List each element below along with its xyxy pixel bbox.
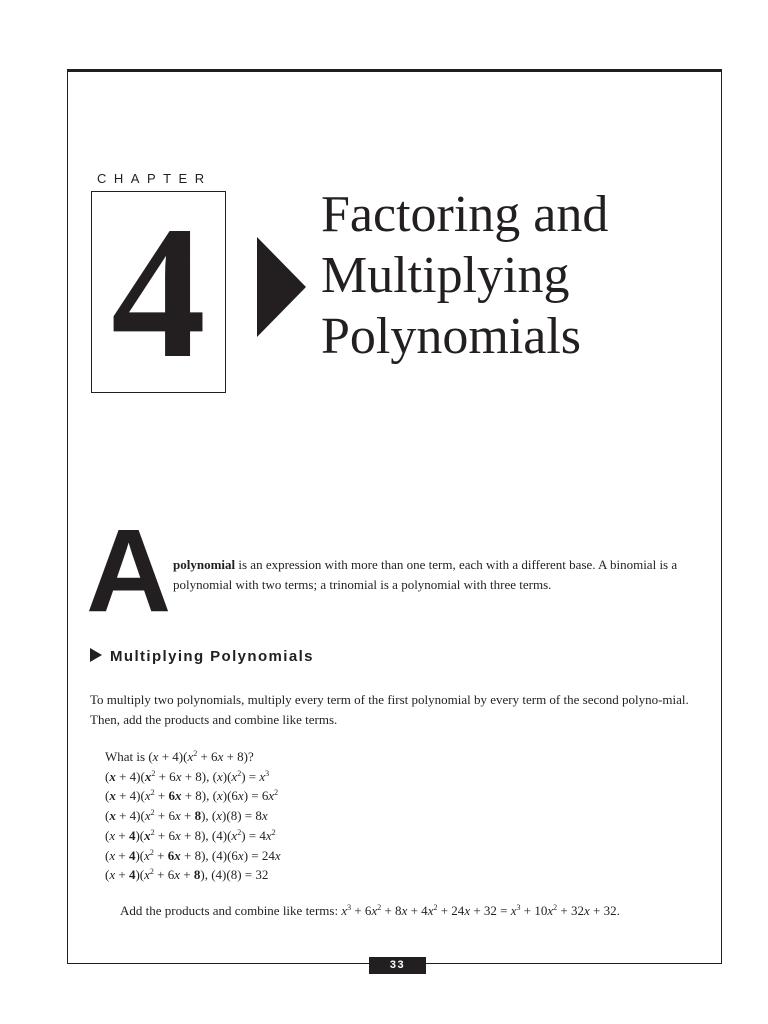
worked-example: [105, 747, 281, 885]
example-conclusion: Add the products and combine like terms: $x^3 + 6x^2 + 8x + 4x^2 + 24x + 32 = x^3 + 10x^2 + 32x + 32$.: [120, 903, 620, 918]
chapter-title: [321, 184, 711, 367]
bold-term: polynomial: [173, 557, 236, 572]
example-step: $(x + 4)(x^2 + 6x + 8)$, (4)(6x) = 24x: [105, 847, 281, 863]
section-arrow-icon: [90, 648, 102, 662]
intro-paragraph: [173, 555, 708, 595]
example-step: $(x + 4)(x^2 + 6x + 8)$, (4)(8) = 32: [105, 867, 269, 883]
chapter-title-line: Multiplying: [321, 247, 570, 304]
chapter-label: CHAPTER: [97, 171, 212, 186]
section-paragraph: To multiply two polynomials, multiply every term of the first polynomial by every term of the second polyno-mial. Then, add the products and combine like terms.: [90, 692, 689, 727]
chapter-arrow-icon: [257, 237, 306, 337]
chapter-number-box: [91, 191, 226, 393]
intro-text: is an expression with more than one term, each with a different base. A binomial is a polynomial with two terms; a trinomial is a polynomial with three terms.: [173, 557, 678, 592]
chapter-title-line: Polynomials: [321, 308, 582, 365]
example-question: What is $(x + 4)(x^2 + 6x + 8)$?: [105, 749, 254, 764]
example-step: $(x + 4)(x^2 + 6x + 8)$, $(x)(6x) = 6x^2$: [105, 788, 279, 804]
example-step: $(x + 4)(x^2 + 6x + 8)$, (x)(8) = 8x: [105, 808, 268, 824]
page-number: 33: [369, 957, 426, 974]
section-heading: [90, 648, 314, 665]
section-heading-text: Multiplying Polynomials: [110, 648, 314, 665]
example-step: $(x + 4)(x^2 + 6x + 8)$, $(4)(x^2) = 4x^2$: [105, 827, 276, 843]
example-step: $(x + 4)(x^2 + 6x + 8)$, $(x)(x^2) = x^3$: [105, 768, 270, 784]
drop-cap: A: [86, 505, 172, 637]
chapter-number: 4: [111, 191, 206, 393]
chapter-title-line: Factoring and: [321, 186, 609, 243]
